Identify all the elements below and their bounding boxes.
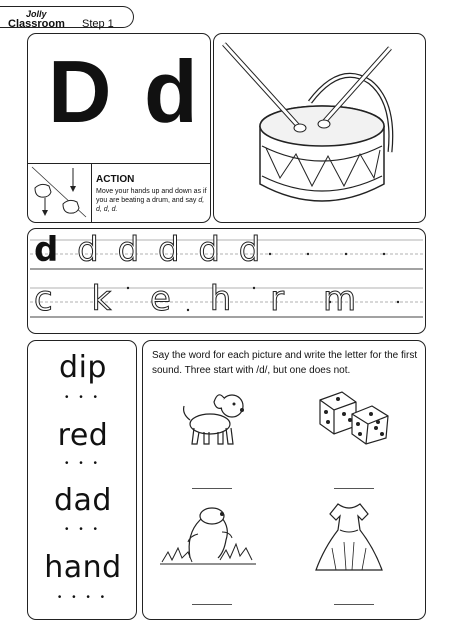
drum-icon bbox=[222, 40, 418, 218]
brand-name: Classroom bbox=[8, 18, 65, 30]
handwriting-row-2 bbox=[34, 280, 414, 318]
action-image-divider bbox=[91, 163, 92, 223]
trace-letter: c bbox=[34, 279, 53, 319]
trace-letter: k bbox=[91, 279, 112, 319]
answer-line bbox=[192, 488, 232, 489]
step-label: Step 1 bbox=[82, 18, 114, 30]
header-tab bbox=[0, 6, 134, 28]
word-hand: hand bbox=[44, 550, 122, 585]
brand-mark: Jolly bbox=[26, 9, 47, 19]
sound-dots: • • • • bbox=[57, 592, 109, 603]
action-sound: d, d, d, d. bbox=[96, 197, 205, 213]
dice-icon bbox=[316, 388, 392, 446]
answer-line bbox=[334, 604, 374, 605]
action-title: ACTION bbox=[96, 174, 135, 185]
dog-icon bbox=[180, 388, 250, 448]
action-text: Move your hands up and down as if you are beating a drum, and say d, d, d, d. bbox=[96, 188, 207, 213]
trace-letter: h bbox=[209, 279, 232, 319]
exercise-panel bbox=[142, 340, 426, 620]
trace-letter: d bbox=[198, 230, 224, 270]
word-dad: dad bbox=[54, 483, 112, 518]
trace-letter: d bbox=[77, 230, 103, 270]
word-dip: dip bbox=[59, 350, 107, 385]
trace-letter: r bbox=[270, 279, 285, 319]
answer-line bbox=[334, 488, 374, 489]
trace-letter: d bbox=[117, 230, 144, 270]
sound-dots: • • • bbox=[64, 524, 102, 535]
trace-letter: d bbox=[238, 230, 265, 270]
trace-letter: d bbox=[157, 230, 184, 270]
trace-letter: e bbox=[150, 279, 171, 319]
model-letter: d bbox=[34, 230, 63, 270]
hands-drum-icon bbox=[29, 164, 89, 220]
handwriting-row-1 bbox=[34, 231, 264, 269]
exercise-instruction: Say the word for each picture and write the letter for the first sound. Three start with /d/, but one does not. bbox=[152, 350, 418, 376]
uppercase-letter: D bbox=[48, 42, 112, 141]
lowercase-letter: d bbox=[144, 42, 198, 141]
trace-letter: m bbox=[322, 279, 357, 319]
mole-icon bbox=[160, 502, 256, 568]
word-red: red bbox=[57, 418, 109, 453]
answer-line bbox=[192, 604, 232, 605]
dress-icon bbox=[312, 500, 386, 572]
sound-dots: • • • bbox=[64, 392, 102, 403]
sound-dots: • • • bbox=[64, 458, 102, 469]
